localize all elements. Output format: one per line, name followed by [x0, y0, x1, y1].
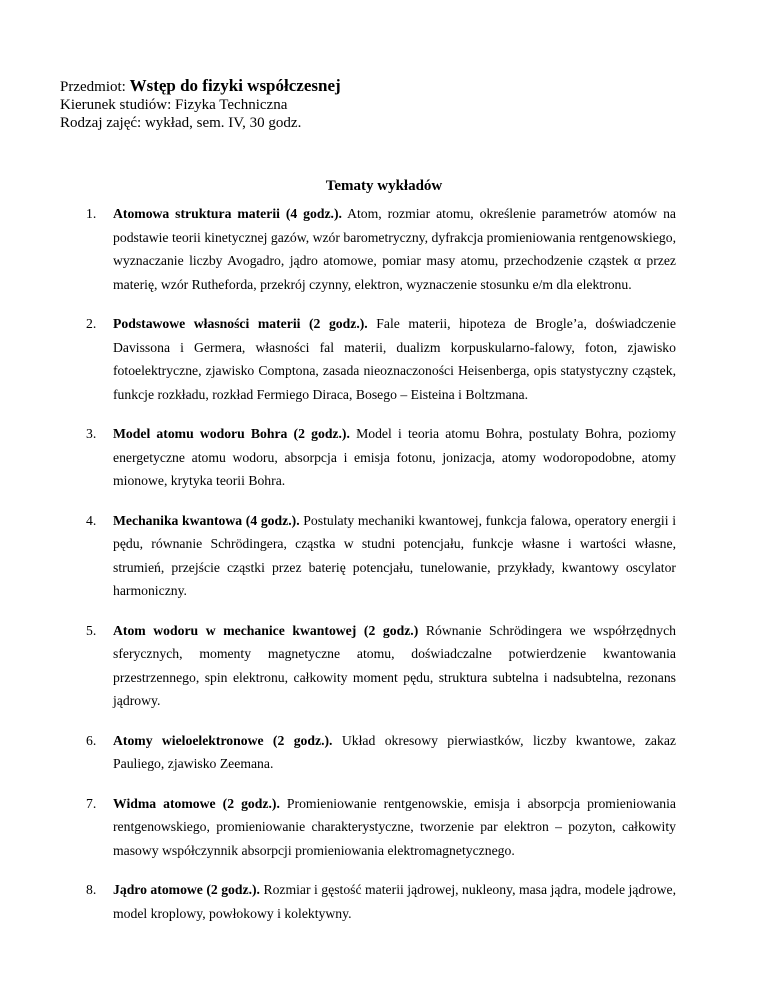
class-type: Rodzaj zajęć: wykład, sem. IV, 30 godz. — [60, 115, 302, 131]
topic-item — [86, 312, 676, 406]
topic-body: Atom, rozmiar atomu, określenie parametrów atomów na podstawie teorii kinetycznej gazów, wzór barometryczny, dyfrakcja promieniowania rentgenowskiego, wyznaczanie liczby Avogadro, jądro atomowe, pomiar masy atomu, przechodzenie cząstek α przez materię, wzór Rutheforda, przekrój czynny, elektron, wyznaczenie stosunku e/m dla elektronu. — [113, 206, 677, 292]
topic-title: Jądro atomowe (2 godz.). — [113, 882, 260, 897]
topic-item — [86, 729, 676, 776]
topic-body: Postulaty mechaniki kwantowej, funkcja falowa, operatory energii i pędu, równanie Schrödingera, cząstka w studni potencjału, funkcje własne i wartości własne, strumień, przejście cząstki przez baterię potencjału, tunelowanie, przykłady, kwantowy oscylator harmoniczny. — [113, 512, 676, 598]
topic-number: 6. — [86, 732, 97, 748]
topics-list — [86, 202, 676, 941]
topic-body: Model i teoria atomu Bohra, postulaty Bohra, poziomy energetyczne atomu wodoru, absorpcja i emisja fotonu, jonizacja, atomy wodoropodobne, atomy mionowe, krytyka teorii Bohra. — [113, 426, 676, 488]
topic-body: Rozmiar i gęstość materii jądrowej, nukleony, masa jądra, modele jądrowe, model kroplowy, powłokowy i kolektywny. — [113, 882, 677, 921]
course-header — [60, 77, 341, 132]
topic-title: Podstawowe własności materii (2 godz.). — [113, 316, 368, 331]
topic-number: 5. — [86, 622, 97, 638]
topic-item — [86, 509, 676, 603]
topic-title: Mechanika kwantowa (4 godz.). — [113, 512, 300, 528]
topic-number: 8. — [86, 882, 97, 897]
topic-title: Widma atomowe (2 godz.). — [113, 795, 280, 811]
topic-number: 3. — [86, 426, 97, 441]
topic-body: Fale materii, hipoteza de Brogle’a, doświadczenie Davissona i Germera, własności fal materii, dualizm korpuskularno-falowy, foton, zjawisko fotoelektryczne, zjawisko Comptona, zasada nieoznaczoności Heisenberga, opis statystyczny cząstek, funkcje rozkładu, rozkład Fermiego Diraca, Bosego – Eisteina i Boltzmana. — [113, 316, 676, 402]
topic-number: 2. — [86, 316, 97, 331]
topic-number: 1. — [86, 206, 97, 221]
topic-title: Atomy wieloelektronowe (2 godz.). — [113, 732, 333, 748]
topic-item — [86, 878, 676, 925]
subject-label: Przedmiot: — [60, 79, 126, 95]
topic-body: Promieniowanie rentgenowskie, emisja i absorpcja promieniowania rentgenowskiego, promieniowanie charakterystyczne, tworzenie par elektron – pozyton, całkowity masowy współczynnik absorpcji promieniowania elektromagnetycznego. — [113, 795, 677, 858]
topic-item — [86, 619, 676, 713]
subject-title: Wstęp do fizyki współczesnej — [129, 76, 341, 95]
subject-line — [60, 77, 341, 96]
topic-title: Atomowa struktura materii (4 godz.). — [113, 206, 342, 221]
topic-body: Układ okresowy pierwiastków, liczby kwantowe, zakaz Pauliego, zjawisko Zeemana. — [113, 732, 676, 771]
topic-number: 7. — [86, 795, 97, 811]
topic-number: 4. — [86, 512, 97, 528]
field-of-study: Kierunek studiów: Fizyka Techniczna — [60, 97, 288, 113]
topic-item — [86, 202, 676, 296]
topic-item — [86, 792, 676, 863]
topic-body: Równanie Schrödingera we współrzędnych sferycznych, momenty magnetyczne atomu, doświadczalne potwierdzenie kwantowania przestrzennego, spin elektronu, całkowity moment pędu, struktura subtelna i nadsubtelna, rezonans jądrowy. — [113, 622, 676, 708]
topic-title: Atom wodoru w mechanice kwantowej (2 godz.) — [113, 622, 419, 638]
topic-title: Model atomu wodoru Bohra (2 godz.). — [113, 426, 350, 441]
topic-item — [86, 422, 676, 493]
section-title: Tematy wykładów — [325, 178, 443, 194]
